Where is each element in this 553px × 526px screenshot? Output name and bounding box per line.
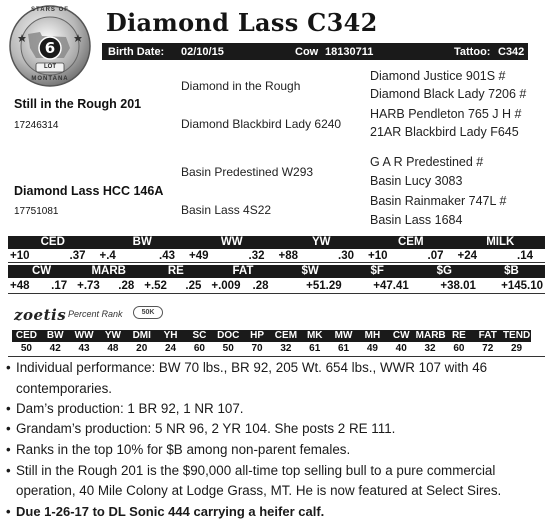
epd-accuracy-ced: .37: [69, 250, 86, 262]
epd-accuracy-yw: .30: [338, 250, 354, 262]
rank-header-dmi: DMI: [132, 330, 151, 341]
bullet-icon: •: [6, 401, 11, 416]
note-text: Still in the Rough 201 is the $90,000 all-time top selling bull to a pure commercial: [16, 463, 496, 478]
rank-header-hp: HP: [250, 330, 265, 341]
note-text: Grandam’s production: 5 NR 96, 2 YR 104. She posts 2 RE 111.: [16, 421, 396, 436]
epd-value-marb: +.73: [77, 280, 100, 292]
birth-date-label: Birth Date:: [108, 45, 165, 58]
sire-sire: Diamond in the Rough: [181, 79, 301, 93]
rank-value-cw: 40: [395, 343, 407, 354]
note-line: [6, 420, 395, 438]
epd-accuracy-re: .25: [185, 280, 202, 292]
sire-dam-sire: HARB Pendleton 765 J H #: [370, 107, 522, 121]
bullet-icon: •: [6, 463, 11, 478]
rank-value-re: 60: [453, 343, 465, 354]
sire-dam-dam: 21AR Blackbird Lady F645: [370, 125, 519, 139]
epd-header-dollar-b: $B: [504, 265, 519, 277]
rank-value-dmi: 20: [136, 343, 148, 354]
sire-dam: Diamond Blackbird Lady 6240: [181, 117, 342, 131]
sire-sire-sire: Diamond Justice 901S #: [370, 69, 506, 83]
epd-accuracy-cw: .17: [51, 280, 68, 292]
note-text: contemporaries.: [16, 381, 113, 396]
bullet-icon: •: [6, 504, 11, 519]
epd-header-milk: MILK: [486, 236, 515, 248]
bullet-icon: •: [6, 421, 11, 436]
animal-name: Diamond Lass C342: [106, 8, 378, 37]
rank-value-bw: 42: [49, 343, 61, 354]
note-line: [6, 441, 350, 459]
rank-value-hp: 70: [251, 343, 263, 354]
epd-header-cw: CW: [31, 265, 52, 277]
epd-header-ww: WW: [220, 236, 243, 248]
epd-value-milk: +24: [457, 250, 478, 262]
cow-reg: 18130711: [325, 45, 374, 58]
lot-badge: [8, 4, 92, 88]
rank-header-marb: MARB: [415, 330, 446, 341]
rank-value-mk: 61: [309, 343, 321, 354]
lot-number: 6: [44, 39, 56, 57]
rank-header-yw: YW: [104, 330, 121, 341]
epd-accuracy-bw: .43: [159, 250, 175, 262]
epd-header-bw: BW: [132, 236, 152, 248]
zoetis-logo: zoetis: [14, 306, 67, 324]
rank-value-yh: 24: [165, 343, 177, 354]
rank-header-cem: CEM: [274, 330, 298, 341]
note-text: Individual performance: BW 70 lbs., BR 92, 205 Wt. 654 lbs., WWR 107 with 46: [16, 360, 488, 375]
lot-label: LOT: [44, 64, 56, 70]
epd-header-ced: CED: [40, 236, 65, 248]
bullet-icon: •: [6, 360, 11, 375]
note-line: [6, 359, 487, 377]
info-bar: [102, 43, 528, 60]
rank-header-yh: YH: [163, 330, 178, 341]
epd-header-cem: CEM: [397, 236, 424, 248]
rank-value-sc: 60: [193, 343, 205, 354]
epd-value-cw: +48: [10, 280, 30, 292]
note-text: Dam’s production: 1 BR 92, 1 NR 107.: [16, 401, 244, 416]
note-line: [6, 380, 112, 398]
note-text: Due 1-26-17 to DL Sonic 444 carrying a heifer calf.: [16, 504, 325, 519]
epd-accuracy-milk: .14: [517, 250, 533, 262]
note-line: [6, 462, 495, 480]
genomic-pill: 50K: [133, 306, 163, 319]
bullet-icon: •: [6, 442, 11, 457]
dam-sire-dam: Basin Lucy 3083: [370, 174, 463, 188]
dam-sire: Basin Predestined W293: [181, 165, 314, 179]
sire-sire-dam: Diamond Black Lady 7206 #: [370, 87, 527, 101]
epd-header-dollar-f: $F: [370, 265, 384, 277]
epd-accuracy-cem: .07: [427, 250, 444, 262]
epd-value-dollar-b: +145.10: [501, 280, 543, 292]
rank-header-bw: BW: [46, 330, 64, 341]
epd-accuracy-fat: .28: [252, 280, 269, 292]
epd-accuracy-ww: .32: [248, 250, 265, 262]
tattoo-label: Tattoo:: [454, 45, 491, 58]
rank-header-doc: DOC: [217, 330, 240, 341]
rank-header-ww: WW: [74, 330, 94, 341]
rank-value-cem: 32: [280, 343, 292, 354]
rank-value-ww: 43: [78, 343, 90, 354]
rank-value-yw: 48: [107, 343, 119, 354]
dam-reg: 17751081: [14, 206, 59, 217]
rank-header-tend: TEND: [502, 330, 531, 341]
note-text: Ranks in the top 10% for $B among non-parent females.: [16, 442, 351, 457]
dam-name: Diamond Lass HCC 146A: [14, 184, 164, 198]
rank-header-ced: CED: [15, 330, 37, 341]
epd-value-dollar-f: +47.41: [373, 280, 409, 292]
dam-dam-sire: Basin Rainmaker 747L #: [370, 194, 507, 208]
rank-value-mh: 49: [366, 343, 378, 354]
sire-reg: 17246314: [14, 120, 59, 131]
epd-header-fat: FAT: [232, 265, 254, 277]
dam-sire-sire: G A R Predestined #: [370, 155, 484, 169]
rank-value-marb: 32: [424, 343, 436, 354]
epd-header-re: RE: [167, 265, 184, 277]
rank-value-fat: 72: [482, 343, 494, 354]
epd-value-dollar-w: +51.29: [306, 280, 342, 292]
sire-name: Still in the Rough 201: [14, 97, 142, 111]
rank-header-mw: MW: [334, 330, 353, 341]
percent-rank-label: Percent Rank: [68, 309, 123, 319]
rank-value-mw: 61: [338, 343, 350, 354]
epd-value-re: +.52: [144, 280, 167, 292]
birth-date-value: 02/10/15: [181, 45, 224, 58]
epd-value-bw: +.4: [99, 250, 116, 262]
epd-header-dollar-w: $W: [301, 265, 319, 277]
note-line: [6, 503, 324, 521]
cow-label: Cow: [295, 45, 319, 58]
rank-value-doc: 50: [222, 343, 234, 354]
epd-header-dollar-g: $G: [436, 265, 452, 277]
rank-value-ced: 50: [20, 343, 32, 354]
note-line: [6, 482, 501, 500]
epd-accuracy-marb: .28: [118, 280, 135, 292]
rank-value-tend: 29: [511, 343, 523, 354]
epd-header-yw: YW: [311, 236, 331, 248]
epd-header-marb: MARB: [91, 265, 126, 277]
dam-dam-dam: Basin Lass 1684: [370, 213, 463, 227]
brand-top-text: STARS OF: [31, 7, 69, 13]
epd-value-dollar-g: +38.01: [440, 280, 476, 292]
note-text: operation, 40 Mile Colony at Lodge Grass, MT. He is now featured at Select Sires.: [16, 483, 502, 498]
epd-value-ced: +10: [10, 250, 30, 262]
epd-value-ww: +49: [189, 250, 209, 262]
epd-value-cem: +10: [368, 250, 388, 262]
rank-header-mh: MH: [364, 330, 381, 341]
note-line: [6, 400, 244, 418]
rank-header-re: RE: [451, 330, 466, 341]
tattoo-value: C342: [498, 45, 525, 58]
brand-bottom-text: MONTANA: [31, 76, 69, 82]
rank-header-mk: MK: [306, 330, 323, 341]
epd-value-fat: +.009: [211, 280, 241, 292]
rank-header-fat: FAT: [478, 330, 497, 341]
dam-dam: Basin Lass 4S22: [181, 203, 272, 217]
rank-header-sc: SC: [192, 330, 207, 341]
rank-header-cw: CW: [392, 330, 410, 341]
epd-value-yw: +88: [278, 250, 299, 262]
